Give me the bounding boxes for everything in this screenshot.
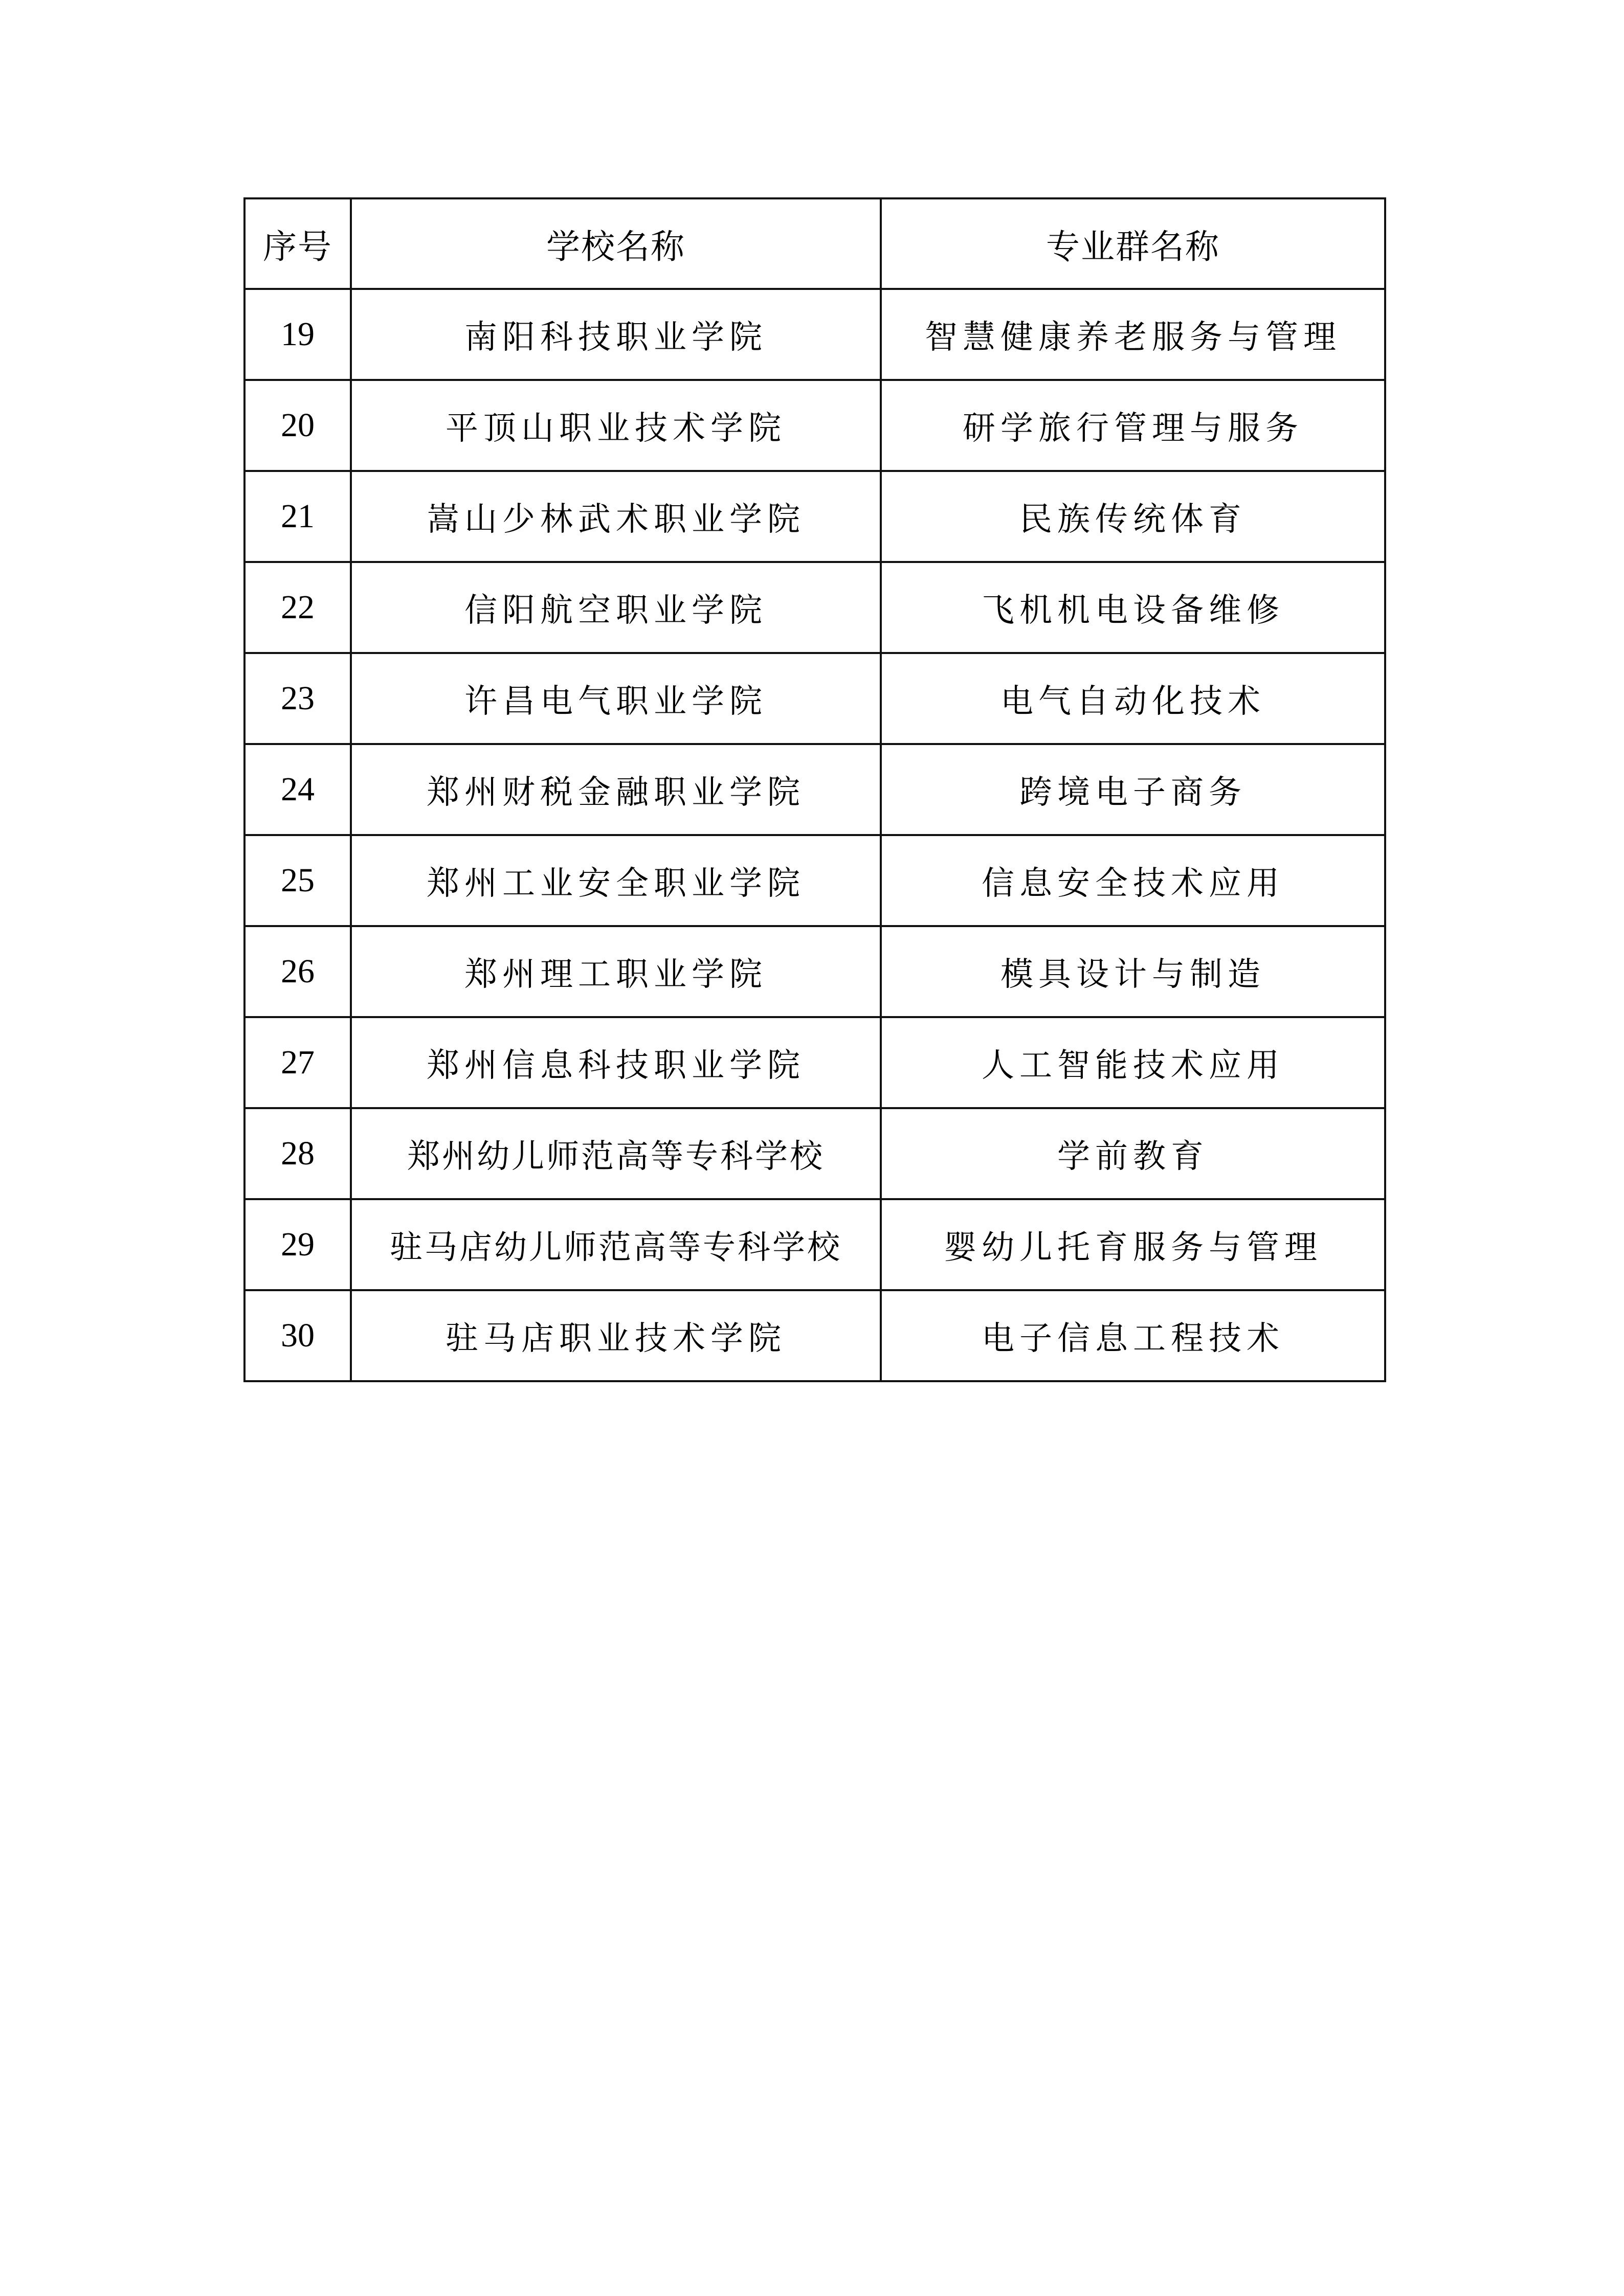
serial-number-cell: 20 [244,380,351,471]
major-group-cell: 学前教育 [881,1108,1385,1199]
school-name-cell: 驻马店幼儿师范高等专科学校 [351,1199,881,1290]
major-group-cell: 信息安全技术应用 [881,835,1385,926]
serial-number-cell: 21 [244,471,351,562]
table-row [244,1290,1385,1381]
major-group-cell: 人工智能技术应用 [881,1017,1385,1108]
major-group-cell: 电气自动化技术 [881,653,1385,744]
serial-number-cell: 30 [244,1290,351,1381]
major-group-cell: 婴幼儿托育服务与管理 [881,1199,1385,1290]
table-row [244,471,1385,562]
serial-number-cell: 24 [244,744,351,835]
school-name-cell: 驻马店职业技术学院 [351,1290,881,1381]
major-group-cell: 跨境电子商务 [881,744,1385,835]
major-group-cell: 电子信息工程技术 [881,1290,1385,1381]
school-name-cell: 许昌电气职业学院 [351,653,881,744]
major-group-cell: 模具设计与制造 [881,926,1385,1017]
table-row [244,380,1385,471]
table-row [244,562,1385,653]
serial-number-cell: 28 [244,1108,351,1199]
school-name-cell: 信阳航空职业学院 [351,562,881,653]
major-group-cell: 研学旅行管理与服务 [881,380,1385,471]
serial-number-cell: 19 [244,289,351,380]
table-row [244,744,1385,835]
school-name-cell: 郑州工业安全职业学院 [351,835,881,926]
school-name-cell: 平顶山职业技术学院 [351,380,881,471]
table-row [244,289,1385,380]
school-name-cell: 嵩山少林武术职业学院 [351,471,881,562]
school-name-cell: 郑州幼儿师范高等专科学校 [351,1108,881,1199]
header-serial-number: 序号 [244,198,351,289]
table-row [244,653,1385,744]
serial-number-cell: 29 [244,1199,351,1290]
header-school-name: 学校名称 [351,198,881,289]
school-major-group-table [243,197,1386,1382]
table-row [244,1017,1385,1108]
serial-number-cell: 26 [244,926,351,1017]
serial-number-cell: 23 [244,653,351,744]
school-name-cell: 郑州信息科技职业学院 [351,1017,881,1108]
table-row [244,835,1385,926]
table-row [244,1108,1385,1199]
school-name-cell: 郑州财税金融职业学院 [351,744,881,835]
school-name-cell: 南阳科技职业学院 [351,289,881,380]
serial-number-cell: 22 [244,562,351,653]
major-group-cell: 智慧健康养老服务与管理 [881,289,1385,380]
major-group-cell: 飞机机电设备维修 [881,562,1385,653]
school-name-cell: 郑州理工职业学院 [351,926,881,1017]
table-row [244,926,1385,1017]
table-header-row [244,198,1385,289]
serial-number-cell: 25 [244,835,351,926]
table-row [244,1199,1385,1290]
serial-number-cell: 27 [244,1017,351,1108]
major-group-cell: 民族传统体育 [881,471,1385,562]
header-major-group-name: 专业群名称 [881,198,1385,289]
